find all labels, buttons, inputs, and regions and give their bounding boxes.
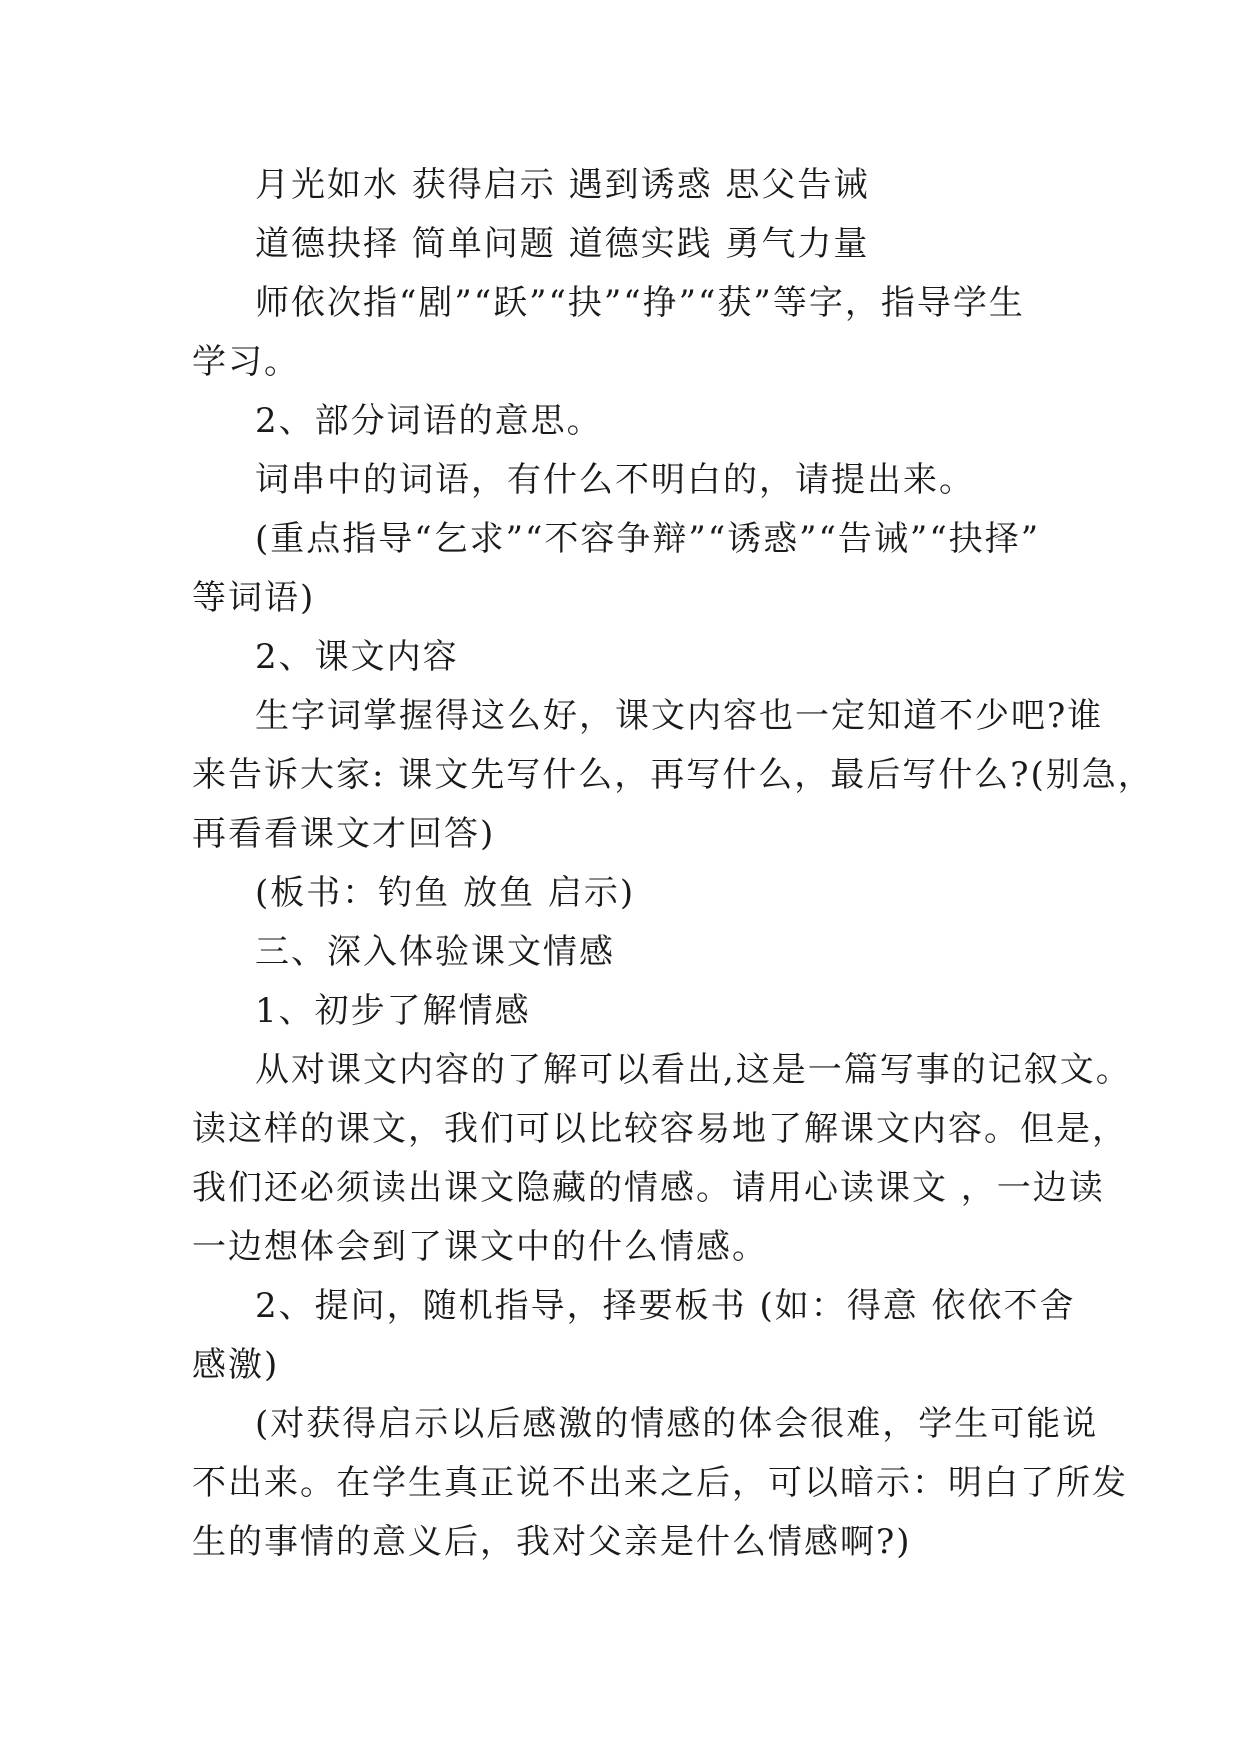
text-line: 2、提问，随机指导，择要板书 (如：得意 依依不舍 — [255, 1286, 1076, 1326]
text-line: 来告诉大家: 课文先写什么，再写什么，最后写什么?(别急， — [192, 755, 1154, 795]
text-line: 月光如水 获得启示 遇到诱惑 思父告诫 — [255, 165, 870, 205]
text-line: 生字词掌握得这么好，课文内容也一定知道不少吧?谁 — [255, 696, 1104, 736]
text-line: 再看看课文才回答) — [192, 814, 496, 854]
text-line: 1、初步了解情感 — [255, 991, 531, 1031]
section-heading: 三、深入体验课文情感 — [255, 932, 615, 972]
text-line: 我们还必须读出课文隐藏的情感。请用心读课文 ，一边读 — [192, 1168, 1105, 1208]
text-line: 不出来。在学生真正说不出来之后，可以暗示：明白了所发 — [192, 1463, 1128, 1503]
text-line: 2、课文内容 — [255, 637, 459, 677]
text-line: (重点指导“乞求”“不容争辩”“诱惑”“告诫”“抉择” — [255, 519, 1041, 559]
text-line: 师依次指“剧”“跃”“抉”“挣”“获”等字，指导学生 — [255, 283, 1025, 323]
text-line: (板书：钓鱼 放鱼 启示) — [255, 873, 636, 913]
text-line: 读这样的课文，我们可以比较容易地了解课文内容。但是， — [192, 1109, 1128, 1149]
text-line: 感激) — [192, 1345, 280, 1385]
text-line: 一边想体会到了课文中的什么情感。 — [192, 1227, 768, 1267]
text-line: 2、部分词语的意思。 — [255, 401, 603, 441]
text-line: 道德抉择 简单问题 道德实践 勇气力量 — [255, 224, 870, 264]
text-line: (对获得启示以后感激的情感的体会很难，学生可能说 — [255, 1404, 1099, 1444]
text-line: 生的事情的意义后，我对父亲是什么情感啊?) — [192, 1522, 912, 1562]
text-line: 学习。 — [192, 342, 300, 382]
text-line: 词串中的词语，有什么不明白的，请提出来。 — [255, 460, 975, 500]
text-line: 等词语) — [192, 578, 316, 618]
text-line: 从对课文内容的了解可以看出,这是一篇写事的记叙文。 — [255, 1050, 1132, 1090]
